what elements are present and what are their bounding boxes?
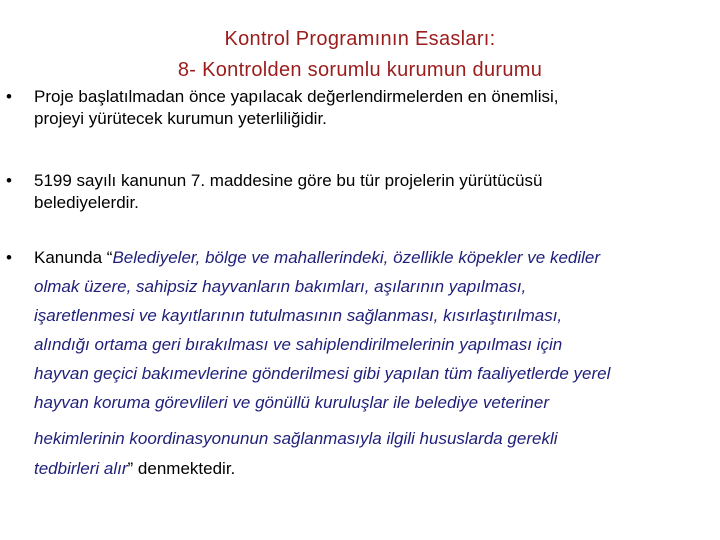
bullet-1-text <box>34 86 714 130</box>
quote-line-4: alındığı ortama geri bırakılması ve sahiplendirilmelerinin yapılması için <box>34 335 563 354</box>
quote-line-8 <box>34 454 714 484</box>
bullet-2-line-2: belediyelerdir. <box>34 193 139 212</box>
quote-line-6: hayvan koruma görevlileri ve gönüllü kuruluşlar ile belediye veteriner <box>34 393 549 412</box>
bullet-3-symbol: • <box>6 248 12 267</box>
quote-line-1: Belediyeler, bölge ve mahallerindeki, özellikle köpekler ve kediler <box>112 248 601 267</box>
bullet-3-suffix: ” denmektedir. <box>127 459 236 478</box>
bullet-1-line-1: Proje başlatılmadan önce yapılacak değerlendirmelerden en önemlisi, <box>34 87 559 106</box>
bullet-3-continuation <box>34 424 714 484</box>
bullet-1-line-2: projeyi yürütecek kurumun yeterliliğidir. <box>34 109 327 128</box>
title-line-1: Kontrol Programının Esasları: <box>224 28 496 50</box>
title-line-2: 8- Kontrolden sorumlu kurumun durumu <box>177 59 543 81</box>
bullet-2-symbol: • <box>6 171 12 190</box>
quote-line-7: hekimlerinin koordinasyonunun sağlanmasıyla ilgili hususlarda gerekli <box>34 429 558 448</box>
quote-line-2: olmak üzere, sahipsiz hayvanların bakımları, aşılarının yapılması, <box>34 277 527 296</box>
bullet-3-prefix: Kanunda “ <box>34 248 113 267</box>
bullet-3-line-1 <box>34 243 714 272</box>
bullet-2-line-1: 5199 sayılı kanunun 7. maddesine göre bu tür projelerin yürütücüsü <box>34 171 543 190</box>
bullet-3-text <box>34 243 714 417</box>
quote-line-3: işaretlenmesi ve kayıtlarının tutulmasının sağlanması, kısırlaştırılması, <box>34 306 563 325</box>
slide-title <box>0 24 720 86</box>
bullet-1-symbol: • <box>6 87 12 106</box>
quote-line-5: hayvan geçici bakımevlerine gönderilmesi gibi yapılan tüm faaliyetlerde yerel <box>34 364 611 383</box>
quote-end: tedbirleri alır <box>34 459 128 478</box>
bullet-2-text <box>34 170 714 214</box>
